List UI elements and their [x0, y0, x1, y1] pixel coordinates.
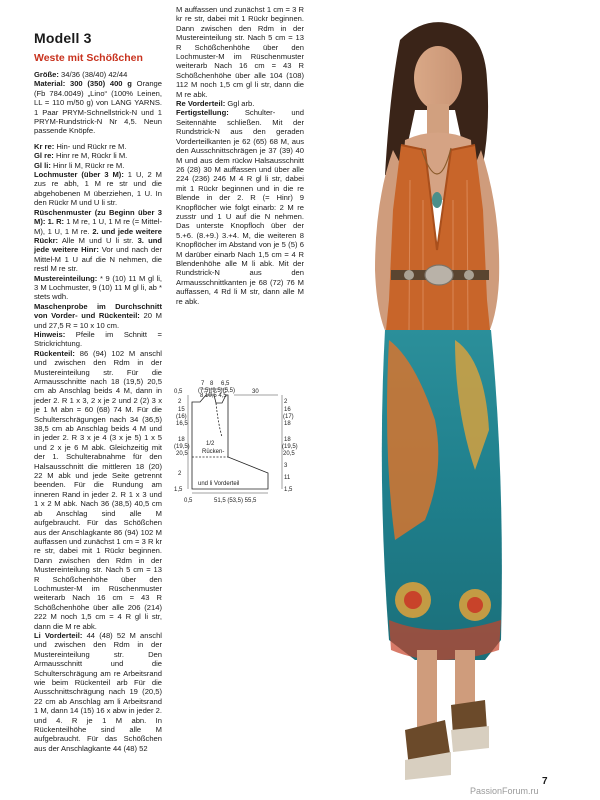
schematic-left-val-7: 20,5	[176, 451, 188, 457]
skirt	[382, 330, 502, 660]
schematic-left-val-5: 18	[178, 437, 185, 443]
maschenprobe-paragraph: Maschenprobe im Durchschnitt von Vorder- und Rückenteil: 20 M und 27,5 R = 10 x 10 cm.	[34, 301, 162, 330]
glre-paragraph: Gl re: Hinr re M, Rückr li M.	[34, 151, 128, 161]
instructions-column-1	[34, 70, 162, 753]
model-photo	[305, 0, 600, 800]
schematic-right-val-1: 2	[284, 399, 288, 405]
schematic-left-val-8: 2	[178, 471, 182, 477]
page-number: 7	[542, 776, 548, 787]
schematic-left-val-2: 15	[178, 407, 185, 413]
instructions-column-2	[176, 5, 304, 306]
watermark: PassionForum.ru	[470, 786, 539, 796]
schematic-top-label-2: 8	[210, 381, 214, 387]
page-subtitle: Weste mit Schößchen	[34, 52, 143, 64]
re-vorderteil-paragraph: Re Vorderteil: Ggl arb.	[176, 99, 255, 109]
schematic-label-half: 1/2	[206, 441, 215, 447]
schematic-right-val-9: 11	[284, 475, 291, 481]
li-vorderteil-paragraph: Li Vorderteil: 44 (48) 52 M anschl und zwischen den Rdm in der Mustereinteilung str. Den Armausschnitt und die Schulterschrägung am re Arbeitsrand wie beim Rückenteil arb Für die Ausschnittschrägung nach 19 (20,5) 22 cm ab Anschlag am li Arbeitsrand 1 M, dann 14 (15) 16 x abw in jeder 2. und 4. R je 1 M abn. In Rückenteilhöhe sind alle M aufgebraucht. Für das Schößchen aus der Anschlagkante 44 (48) 52	[34, 630, 162, 753]
kr-paragraph: Kr re: Hin- und Rückr re M.	[34, 141, 127, 151]
hinweis-paragraph: Hinweis: Pfeile im Schnitt = Strickrichtung.	[34, 329, 162, 349]
schematic-top-right: 30	[252, 389, 259, 395]
schematic-left-val-1: 2	[178, 399, 182, 405]
schoesschen-continued-paragraph: M auffassen und zunächst 1 cm = 3 R kr re str, dabei mit 1 Rückr beginnen. Dann zwischen den Rdm in der Mustereinteilung str. Nach 5 cm = 13 R Schößchenhöhe über den Lochmuster-M im Rüschenmuster weiterarb Nach 16 cm = 43 R Schößchenhöhe über alle 104 (108) 112 M noch 1,5 cm gl li str, dann die M re abk.	[176, 5, 304, 99]
schematic-top-label-1: 7	[201, 381, 205, 387]
glli-paragraph: Gl li: Hinr li M, Rückr re M.	[34, 160, 125, 170]
schematic-right-val-2: 16	[284, 407, 291, 413]
schematic-right-val-7: 20,5	[283, 451, 295, 457]
muster-paragraph: Mustereinteilung: * 9 (10) 11 M gl li, 3 M Lochmuster, 9 (10) 11 M gl li, ab * stets wdh.	[34, 273, 162, 302]
material-paragraph: Material: 300 (350) 400 g Orange (Fb 784.0049) „Lino“ (100% Leinen, LL = 110 m/50 g) von LANG YARNS. 1 Paar PRYM-Schnellstrick-N und 1 PRYM-Rundstrick-N Nr 4,5. Neun passende Knöpfe.	[34, 79, 162, 136]
schematic-top-sub2: 8 10,5 4,5	[200, 393, 227, 399]
schematic-left-val-6: (19,5)	[174, 444, 190, 450]
schematic-left-val-3: (16)	[176, 414, 187, 420]
schematic-right-val-6: (19,5)	[282, 444, 298, 450]
schematic-right-val-10: 1,5	[284, 487, 293, 493]
schematic-label-vorderteil: und li Vorderteil	[198, 481, 240, 487]
schematic-outline	[192, 395, 268, 489]
schematic-top-sub: (7,5)(9,5)(5,5)	[198, 388, 236, 394]
schematic-left-val-4: 16,5	[176, 421, 188, 427]
schematic-right-val-3: (17)	[283, 414, 294, 420]
pattern-schematic	[170, 375, 302, 515]
schematic-right-val-5: 18	[284, 437, 291, 443]
schematic-bottom-left: 0,5	[184, 498, 193, 504]
schematic-right-val-4: 18	[284, 421, 291, 427]
size-paragraph: Größe: 34/36 (38/40) 42/44	[34, 70, 128, 79]
lochmuster-paragraph: Lochmuster (über 3 M): 1 U, 2 M zus re abh, 1 M re str und die abgehobenen M überziehen, 1 U. In den Rückr M und U li str.	[34, 170, 162, 208]
schematic-bottom-width: 51,5 (53,5) 55,5	[214, 498, 257, 504]
ruecken-paragraph: Rückenteil: 86 (94) 102 M anschl und zwischen den Rdm in der Mustereinteilung str. Für die Armausschnitte nach 18 (19,5) 20,5 cm ab Anschlag beids 4 M, dann in jeder 2. R 1 x 3, 2 x je 2 und 2 (2) 3 x je 1 M abn = 60 (68) 74 M. Für die Schulterschrägungen nach 34 (36,5) 38,5 cm ab Anschlag beids 4 M und in jeder 2. R 3 x je 4 (3 x je 5) 1 x 5 und 2 x je 6 M abk. Gleichzeitig mit der 1. Schulterabnahme für den Halsausschnitt die mittleren 18 (20) 22 M abk und jede Seite getrennt beenden. Für die Rundung am inneren Rand in jeder 2. R 1 x 3 und 1 x 2 M abk. Nach 36 (38,5) 40,5 cm ab Anschlag sind alle M aufgebraucht. Für das Schößchen aus der Anschlagkante 86 (94) 102 M auffassen und zunächst 1 cm = 3 R kr re str, dabei mit 1 Rückr beginnen. Dann zwischen den Rdm in der Mustereinteilung str. Nach 5 cm = 13 R Schößchenhöhe über den Lochmuster-M im Rüschenmuster weiterarb Nach 16 cm = 43 R Schößchenhöhe über alle 206 (214) 222 M noch 1,5 cm = 4 R gl li str, dann die M re abk.	[34, 348, 162, 631]
page-title: Modell 3	[34, 30, 92, 46]
rueschen-paragraph: Rüschenmuster (zu Beginn über 3 M): 1. R: 1 M re, 1 U, 1 M re (= Mittel-M), 1 U, 1 M re. 2. und jede weitere Rückr: Alle M und U li str. 3. und jede weitere Hinr: Vor und nach der Mittel-M 1 U auf die N nehmen, die restl M re str.	[34, 207, 162, 274]
schematic-label-ruecken: Rücken-	[202, 449, 225, 455]
schematic-right-val-8: 3	[284, 463, 288, 469]
fertigstellung-paragraph: Fertigstellung: Schulter- und Seitennähte schließen. Mit der Rundstrick-N aus den geraden Vorderteilkanten je 62 (65) 68 M, aus den Ausschnittschrägen je 37 (39) 40 M und aus dem rückw Halsausschnitt 26 (28) 30 M auffassen und über alle 224 (236) 246 M 4 R gl li str, dabei mit 1 Rückr beginnen und in die re Blende in der 2. R (= Hinr) 9 Knopflöcher wie folgt einarb: 2 M re zusstr und 1 U auf die N nehmen. Das unterste Knopfloch über der 5.+6. (8.+9.) 3.+4. M, die weiteren 8 Knopflöcher im Abstand von je 5 (5) 6 M darüber einarb Nach 1,5 cm = 4 R Blendenhöhe alle M li abk. Mit der Rundstrick-N aus den Armausschnittkanten je 68 (72) 76 M auffassen, 4 Rd li M str, dann alle M re abk.	[176, 108, 304, 306]
schematic-left-top: 0,5	[174, 389, 183, 395]
schematic-top-label-3: 6,5	[221, 381, 230, 387]
schematic-left-val-9: 1,5	[174, 487, 183, 493]
